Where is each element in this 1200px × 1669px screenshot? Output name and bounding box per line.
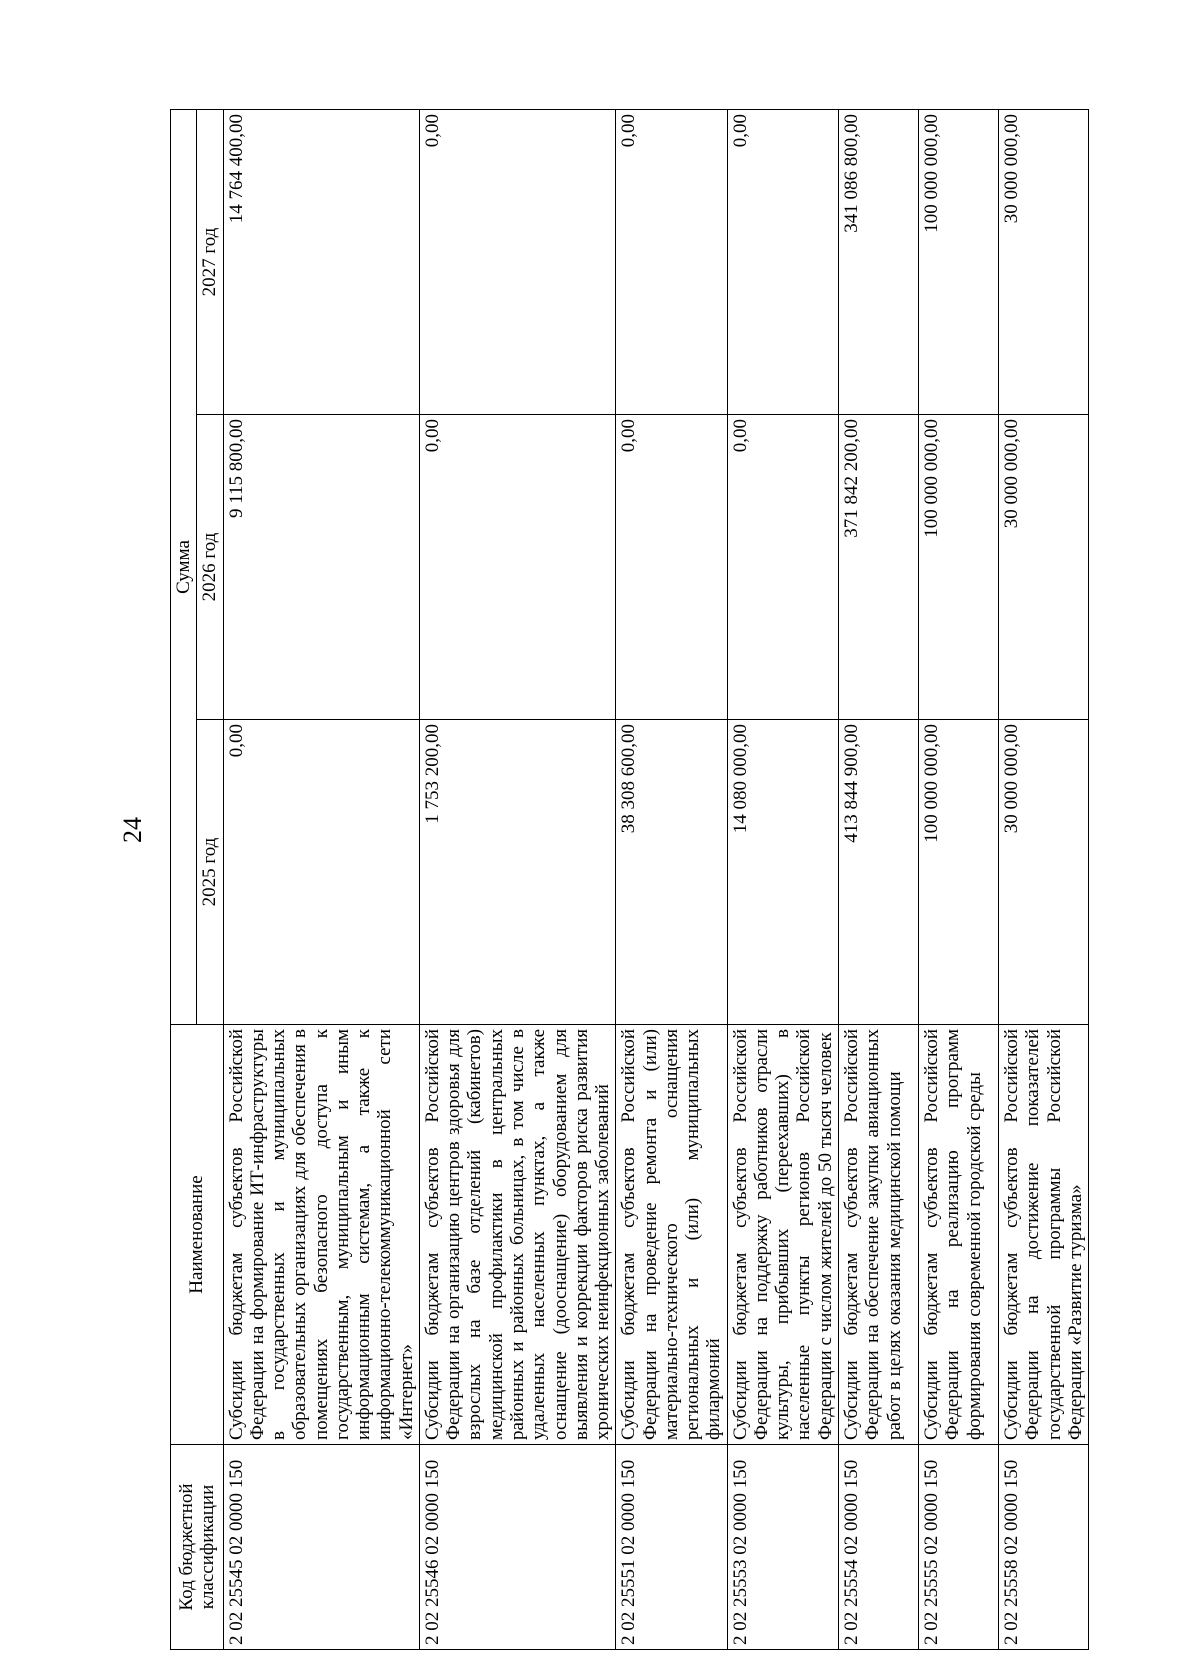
row-amount-2027: 30 000 000,00	[998, 110, 1088, 415]
row-name: Субсидии бюджетам субъектов Российской Федерации на поддержку работников отрасли культуры, прибывших (переехавших) в населенные пункты регионов Российской Федерации с числом жителей до 50 тысяч человек	[727, 1025, 838, 1445]
row-code: 2 02 25551 02 0000 150	[616, 1445, 727, 1650]
row-name: Субсидии бюджетам субъектов Российской Федерации на формирование ИТ-инфраструктуры в государственных и муниципальных образовательных организациях для обеспечения в помещениях безопасного доступа к государственным, муниципальным и иным информационным системам, а также к информационно-телекоммуникационной сети «Интернет»	[223, 1025, 419, 1445]
row-code: 2 02 25555 02 0000 150	[918, 1445, 998, 1650]
row-amount-2026: 30 000 000,00	[998, 415, 1088, 720]
table-row	[998, 110, 1088, 1650]
row-name: Субсидии бюджетам субъектов Российской Федерации на реализацию программ формирования современной городской среды	[918, 1025, 998, 1445]
row-name: Субсидии бюджетам субъектов Российской Федерации на проведение ремонта и (или) материально-технического оснащения региональных и (или) муниципальных филармоний	[616, 1025, 727, 1445]
row-amount-2026: 0,00	[419, 415, 615, 720]
row-amount-2025: 413 844 900,00	[838, 720, 918, 1025]
row-amount-2027: 100 000 000,00	[918, 110, 998, 415]
row-amount-2027: 0,00	[727, 110, 838, 415]
row-amount-2025: 14 080 000,00	[727, 720, 838, 1025]
row-amount-2026: 0,00	[727, 415, 838, 720]
header-year-2026: 2026 год	[197, 415, 223, 720]
table-row	[616, 110, 727, 1650]
row-amount-2027: 0,00	[616, 110, 727, 415]
row-code: 2 02 25545 02 0000 150	[223, 1445, 419, 1650]
row-amount-2026: 371 842 200,00	[838, 415, 918, 720]
row-amount-2026: 100 000 000,00	[918, 415, 998, 720]
budget-table	[170, 109, 1089, 1650]
row-amount-2025: 30 000 000,00	[998, 720, 1088, 1025]
header-sum: Сумма	[171, 110, 197, 1025]
row-amount-2025: 38 308 600,00	[616, 720, 727, 1025]
row-amount-2025: 0,00	[223, 720, 419, 1025]
row-amount-2026: 0,00	[616, 415, 727, 720]
header-name: Наименование	[171, 1025, 224, 1445]
row-name: Субсидии бюджетам субъектов Российской Федерации на достижение показателей государственной программы Российской Федерации «Развитие туризма»	[998, 1025, 1088, 1445]
row-amount-2025: 1 753 200,00	[419, 720, 615, 1025]
page-number: 24	[118, 817, 147, 843]
row-amount-2025: 100 000 000,00	[918, 720, 998, 1025]
header-year-2027: 2027 год	[197, 110, 223, 415]
row-name: Субсидии бюджетам субъектов Российской Федерации на организацию центров здоровья для взрослых на базе отделений (кабинетов) медицинской профилактики в центральных районных и районных больницах, в том числе в удаленных населенных пунктах, а также оснащение (дооснащение) оборудованием для выявления и коррекции факторов риска развития хронических неинфекционных заболеваний	[419, 1025, 615, 1445]
header-code: Код бюджетной классификации	[171, 1445, 224, 1650]
row-code: 2 02 25554 02 0000 150	[838, 1445, 918, 1650]
row-amount-2027: 14 764 400,00	[223, 110, 419, 415]
row-amount-2027: 341 086 800,00	[838, 110, 918, 415]
rotated-page-content	[170, 110, 1086, 1650]
row-code: 2 02 25558 02 0000 150	[998, 1445, 1088, 1650]
header-year-2025: 2025 год	[197, 720, 223, 1025]
table-row	[419, 110, 615, 1650]
row-code: 2 02 25546 02 0000 150	[419, 1445, 615, 1650]
row-name: Субсидии бюджетам субъектов Российской Федерации на обеспечение закупки авиационных работ в целях оказания медицинской помощи	[838, 1025, 918, 1445]
table-row	[918, 110, 998, 1650]
row-code: 2 02 25553 02 0000 150	[727, 1445, 838, 1650]
row-amount-2027: 0,00	[419, 110, 615, 415]
table-row	[727, 110, 838, 1650]
table-row	[223, 110, 419, 1650]
row-amount-2026: 9 115 800,00	[223, 415, 419, 720]
table-row	[838, 110, 918, 1650]
